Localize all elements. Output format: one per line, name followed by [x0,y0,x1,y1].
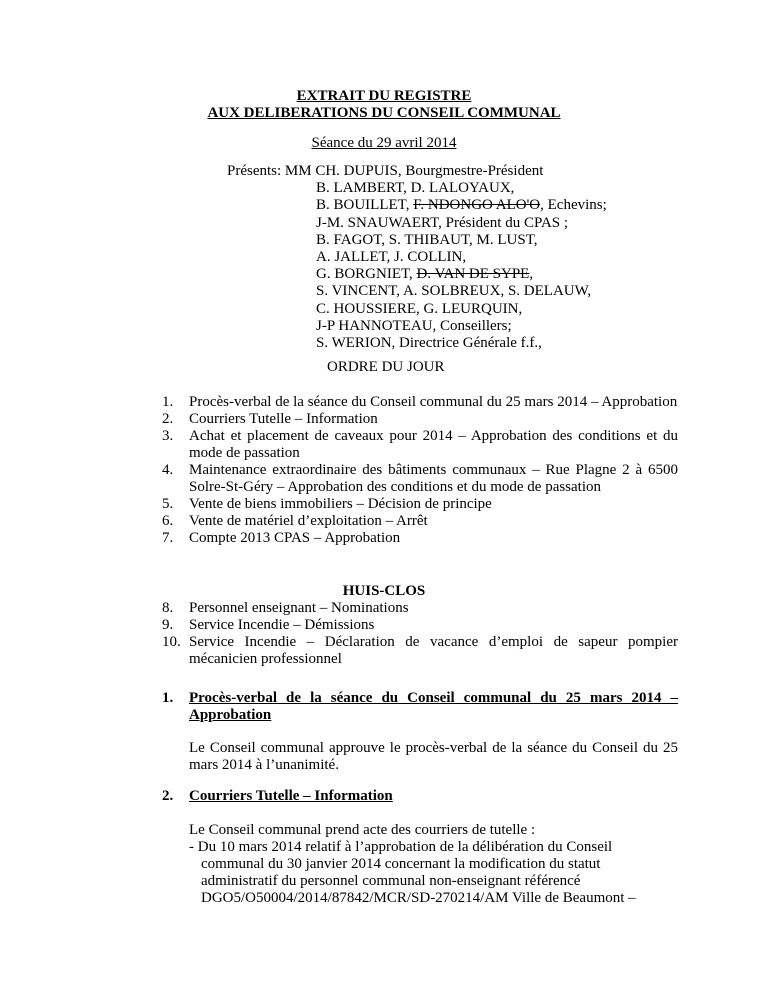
agenda-item [162,634,678,668]
seance-date-text: Séance du 29 avril 2014 [311,135,457,151]
presents-row: A. JALLET, J. COLLIN, [316,248,467,265]
presents-line-part: G. BORGNIET, [316,266,417,283]
agenda-item [162,530,678,547]
agenda-item [162,513,678,530]
section-heading [162,788,678,805]
presents-row: J-P HANNOTEAU, Conseillers; [316,317,512,334]
section-number: 1. [162,690,174,706]
section-2-line: DGO5/O50004/2014/87842/MCR/SD-270214/AM Ville de Beaumont – [201,890,636,906]
section-number: 2. [162,788,174,804]
presents-row: B. LAMBERT, D. LALOYAUX, [316,180,515,197]
agenda-item [162,411,678,428]
presents-block [227,163,607,352]
presents-row: S. VINCENT, A. SOLBREUX, S. DELAUW, [316,283,592,300]
agenda-number: 7. [162,530,174,546]
presents-line: CH. DUPUIS, Bourgmestre-Président [315,163,544,179]
section-2 [162,788,678,805]
ordre-du-jour-list [162,394,678,547]
agenda-number: 4. [162,462,174,478]
agenda-item [162,600,678,617]
document-title-line1: EXTRAIT DU REGISTRE [296,88,472,104]
agenda-text: Courriers Tutelle – Information [189,411,378,427]
presents-row: B. FAGOT, S. THIBAUT, M. LUST, [316,231,538,248]
section-heading-text: Courriers Tutelle – Information [189,788,393,804]
agenda-number: 9. [162,617,174,633]
section-2-line: Le Conseil communal prend acte des courriers de tutelle : [189,822,536,838]
agenda-text: Maintenance extraordinaire des bâtiments communaux – Rue Plagne 2 à 6500 Solre-St-Géry – Approbation des conditions et du mode de passation [189,462,678,495]
presents-label: Présents: MM [227,163,312,179]
ordre-du-jour-title: ORDRE DU JOUR [327,359,445,375]
presents-row [227,163,607,180]
agenda-text: Procès-verbal de la séance du Conseil communal du 25 mars 2014 – Approbation [189,394,678,410]
seance-date [0,135,768,152]
agenda-text: Service Incendie – Démissions [189,617,375,633]
agenda-item [162,617,678,634]
section-2-line: communal du 30 janvier 2014 concernant la modification du statut [201,856,601,872]
agenda-text: Service Incendie – Déclaration de vacance d’emploi de sapeur pompier mécanicien professionnel [189,634,678,667]
section-2-body [189,822,709,907]
agenda-number: 5. [162,496,174,512]
presents-row: J-M. SNAUWAERT, Président du CPAS ; [316,214,569,231]
presents-row: C. HOUSSIERE, G. LEURQUIN, [316,300,523,317]
huis-clos-title: HUIS-CLOS [342,583,426,599]
section-heading-text: Procès-verbal de la séance du Conseil communal du 25 mars 2014 – Approbation [189,690,678,723]
agenda-number: 6. [162,513,174,529]
section-1-body: Le Conseil communal approuve le procès-verbal de la séance du Conseil du 25 mars 2014 à l’unanimité. [189,740,678,773]
agenda-text: Vente de biens immobiliers – Décision de principe [189,496,492,512]
agenda-number: 1. [162,394,174,410]
agenda-text: Achat et placement de caveaux pour 2014 – Approbation des conditions et du mode de passation [189,428,678,461]
agenda-number: 2. [162,411,174,427]
huis-clos-list [162,600,678,668]
presents-row: S. WERION, Directrice Générale f.f., [316,334,542,351]
section-2-line: administratif du personnel communal non-enseignant référencé [201,873,581,889]
presents-row [227,197,607,214]
agenda-text: Personnel enseignant – Nominations [189,600,409,616]
section-2-line: - Du 10 mars 2014 relatif à l’approbation de la délibération du Conseil [189,839,613,855]
section-1 [162,690,678,724]
presents-row [227,266,607,283]
agenda-item [162,462,678,496]
agenda-number: 8. [162,600,174,616]
agenda-number: 10. [162,634,181,650]
presents-line-part: B. BOUILLET, [316,197,414,214]
agenda-number: 3. [162,428,174,444]
struck-name: F. NDONGO ALO'O [413,197,541,214]
struck-name: D. VAN DE SYPE [416,266,530,283]
document-title-line2: AUX DELIBERATIONS DU CONSEIL COMMUNAL [207,105,561,121]
agenda-text: Vente de matériel d’exploitation – Arrêt [189,513,428,529]
section-heading [162,690,678,724]
presents-line-part: , Echevins; [540,197,607,214]
presents-line-part: , [529,266,534,283]
agenda-item [162,496,678,513]
agenda-text: Compte 2013 CPAS – Approbation [189,530,401,546]
agenda-item [162,428,678,462]
agenda-item [162,394,678,411]
